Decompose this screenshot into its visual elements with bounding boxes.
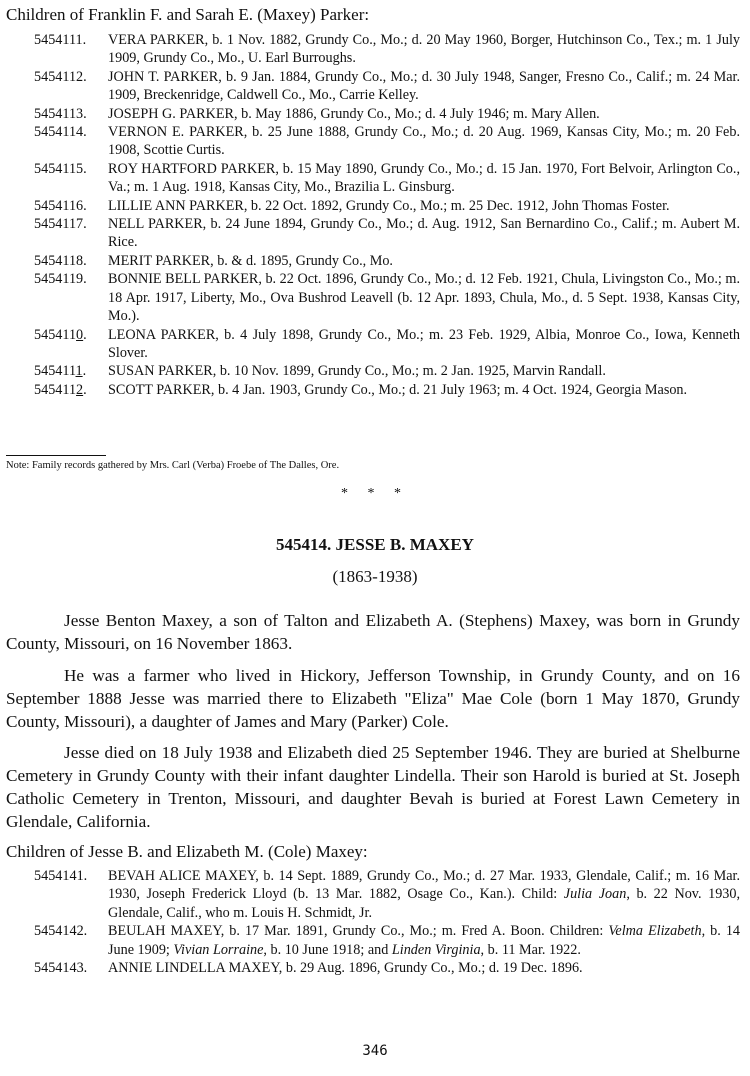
maxey-children-heading: Children of Jesse B. and Elizabeth M. (Cole) Maxey: — [6, 842, 368, 861]
entry-number: 5454117. — [34, 216, 87, 233]
entry-text: ROY HARTFORD PARKER, b. 15 May 1890, Grundy Co., Mo.; d. 15 Jan. 1970, Fort Belvoir, Arlington Co., Va.; m. 1 Aug. 1918, Kansas City, Mo., Brazilia L. Ginsburg. — [108, 160, 740, 196]
entry-number: 5454115. — [34, 160, 87, 177]
footnote-rule — [6, 455, 106, 456]
entry-number: 5454118. — [34, 252, 87, 269]
biography-paragraph: Jesse died on 18 July 1938 and Elizabeth died 25 September 1946. They are buried at Shelburne Cemetery in Grundy County with their infant daughter Lindella. Their son Harold is buried at St. Joseph Catholic Cemetery in Trenton, Missouri, and daughter Bevah is buried at Forest Lawn Cemetery in Glendale, California. — [6, 743, 740, 831]
entry-text: JOSEPH G. PARKER, b. May 1886, Grundy Co., Mo.; d. 4 July 1946; m. Mary Allen. — [108, 105, 600, 122]
entry-number — [34, 381, 87, 399]
list-item — [0, 197, 750, 215]
entry-number: 5454114. — [34, 124, 87, 141]
list-item — [0, 959, 750, 977]
list-item — [0, 270, 750, 325]
entry-number: 5454141. — [34, 868, 88, 884]
entry-text: ANNIE LINDELLA MAXEY, b. 29 Aug. 1896, Grundy Co., Mo.; d. 19 Dec. 1896. — [108, 960, 583, 977]
list-item — [0, 362, 750, 380]
parker-children-heading: Children of Franklin F. and Sarah E. (Maxey) Parker: — [6, 5, 370, 24]
child-name: Julia Joan — [563, 886, 627, 903]
entry-number-underlined-digit: 2 — [76, 381, 84, 398]
child-name: Velma Elizabeth — [608, 923, 702, 940]
entry-number-main: 545411 — [34, 381, 77, 398]
biography-paragraph: He was a farmer who lived in Hickory, Jefferson Township, in Grundy County, and on 16 September 1888 Jesse was married there to Elizabeth "Eliza" Mae Cole (born 1 May 1870, Grundy County, Missouri), a daughter of James and Mary (Parker) Cole. — [6, 666, 740, 731]
entry-text — [108, 922, 740, 959]
entry-text-part: , b. 14 June 1909; — [108, 923, 740, 958]
child-name: Vivian Lorraine — [173, 941, 264, 958]
entry-text: SUSAN PARKER, b. 10 Nov. 1899, Grundy Co., Mo.; m. 2 Jan. 1925, Marvin Randall. — [108, 363, 606, 380]
entry-number-main: 545411 — [34, 363, 76, 380]
entry-text: JOHN T. PARKER, b. 9 Jan. 1884, Grundy Co., Mo.; d. 30 July 1948, Sanger, Fresno Co., Calif.; m. 24 Mar. 1909, Breckenridge, Caldwell Co., Mo., Carrie Kelley. — [108, 68, 740, 104]
entry-text: VERA PARKER, b. 1 Nov. 1882, Grundy Co., Mo.; d. 20 May 1960, Borger, Hutchinson Co., Tex.; m. 1 July 1909, Grundy Co., Mo., U. Earl Burroughs. — [108, 32, 740, 67]
page-number: 346 — [362, 1043, 388, 1059]
list-item — [0, 326, 750, 363]
entry-text: BONNIE BELL PARKER, b. 22 Oct. 1896, Grundy Co., Mo.; d. 12 Feb. 1921, Chula, Livingston Co., Mo.; m. 18 Apr. 1917, Liberty, Mo., Ova Bushrod Leavell (b. 12 Apr. 1893, Chula, Mo., d. 5 Sept. 1938, Kansas City, Mo.). — [108, 271, 740, 325]
list-item — [0, 252, 750, 270]
entry-text-part: BEULAH MAXEY, b. 17 Mar. 1891, Grundy Co., Mo.; m. Fred A. Boon. Children: — [108, 923, 609, 940]
entry-number: 5454113. — [34, 105, 87, 122]
entry-number-period: . — [83, 326, 87, 343]
entry-number-underlined-digit: 1 — [75, 363, 83, 380]
entry-text: LILLIE ANN PARKER, b. 22 Oct. 1892, Grundy Co., Mo.; m. 25 Dec. 1912, John Thomas Foster. — [108, 197, 670, 214]
list-item — [0, 922, 750, 959]
footnote: Note: Family records gathered by Mrs. Carl (Verba) Froebe of The Dalles, Ore. — [6, 460, 340, 471]
entry-text — [108, 867, 740, 922]
list-item — [0, 215, 750, 252]
biography-paragraph: Jesse Benton Maxey, a son of Talton and Elizabeth A. (Stephens) Maxey, was born in Grundy County, Missouri, on 16 November 1863. — [6, 611, 740, 653]
list-item — [0, 160, 750, 197]
entry-number-main: 545411 — [34, 326, 77, 343]
entry-text-part: , b. 10 June 1918; and — [263, 941, 392, 958]
entry-text-part: , b. 22 Nov. 1930, Glendale, Calif., who m. Louis H. Schmidt, Jr. — [108, 886, 741, 921]
parker-children-list — [0, 31, 750, 399]
list-item — [0, 31, 750, 68]
entry-number — [34, 326, 87, 344]
section-separator: * * * — [341, 486, 409, 501]
entry-number: 5454143. — [34, 960, 88, 977]
entry-number: 5454112. — [34, 68, 87, 85]
list-item — [0, 68, 750, 105]
entry-number-underlined-digit: 0 — [76, 326, 84, 343]
section-title: 545414. JESSE B. MAXEY — [276, 535, 474, 554]
entry-number — [34, 362, 86, 380]
entry-text: VERNON E. PARKER, b. 25 June 1888, Grundy Co., Mo.; d. 20 Aug. 1969, Kansas City, Mo.; m. 20 Feb. 1908, Scottie Curtis. — [108, 124, 740, 159]
entry-text: LEONA PARKER, b. 4 July 1898, Grundy Co., Mo.; m. 23 Feb. 1929, Albia, Monroe Co., Iowa, Kenneth Slover. — [108, 326, 740, 361]
list-item — [0, 105, 750, 123]
entry-text-part: BEVAH ALICE MAXEY, b. 14 Sept. 1889, Grundy Co., Mo.; d. 27 Mar. 1933, Glendale, Calif.; m. 16 Mar. 1930, Joseph Frederick Lloyd (b. 13 Mar. 1882, Osage Co., Kan.). Child: — [108, 868, 740, 903]
entry-text: SCOTT PARKER, b. 4 Jan. 1903, Grundy Co., Mo.; d. 21 July 1963; m. 4 Oct. 1924, Georgia Mason. — [108, 381, 688, 398]
list-item — [0, 381, 750, 399]
entry-number-period: . — [83, 381, 87, 398]
entry-number: 5454111. — [34, 32, 87, 48]
child-name: Linden Virginia — [391, 941, 481, 958]
entry-number: 5454142. — [34, 923, 88, 940]
list-item — [0, 867, 750, 922]
entry-text: NELL PARKER, b. 24 June 1894, Grundy Co., Mo.; d. Aug. 1912, San Bernardino Co., Calif.; m. Aubert M. Rice. — [108, 216, 740, 251]
entry-text-part: , b. 11 Mar. 1922. — [480, 941, 581, 958]
entry-number: 5454119. — [34, 271, 87, 288]
section-dates: (1863-1938) — [332, 567, 418, 586]
entry-number: 5454116. — [34, 197, 87, 214]
list-item — [0, 123, 750, 160]
entry-text: MERIT PARKER, b. & d. 1895, Grundy Co., Mo. — [108, 252, 393, 269]
maxey-children-list — [0, 867, 750, 977]
entry-number-period: . — [82, 363, 87, 380]
